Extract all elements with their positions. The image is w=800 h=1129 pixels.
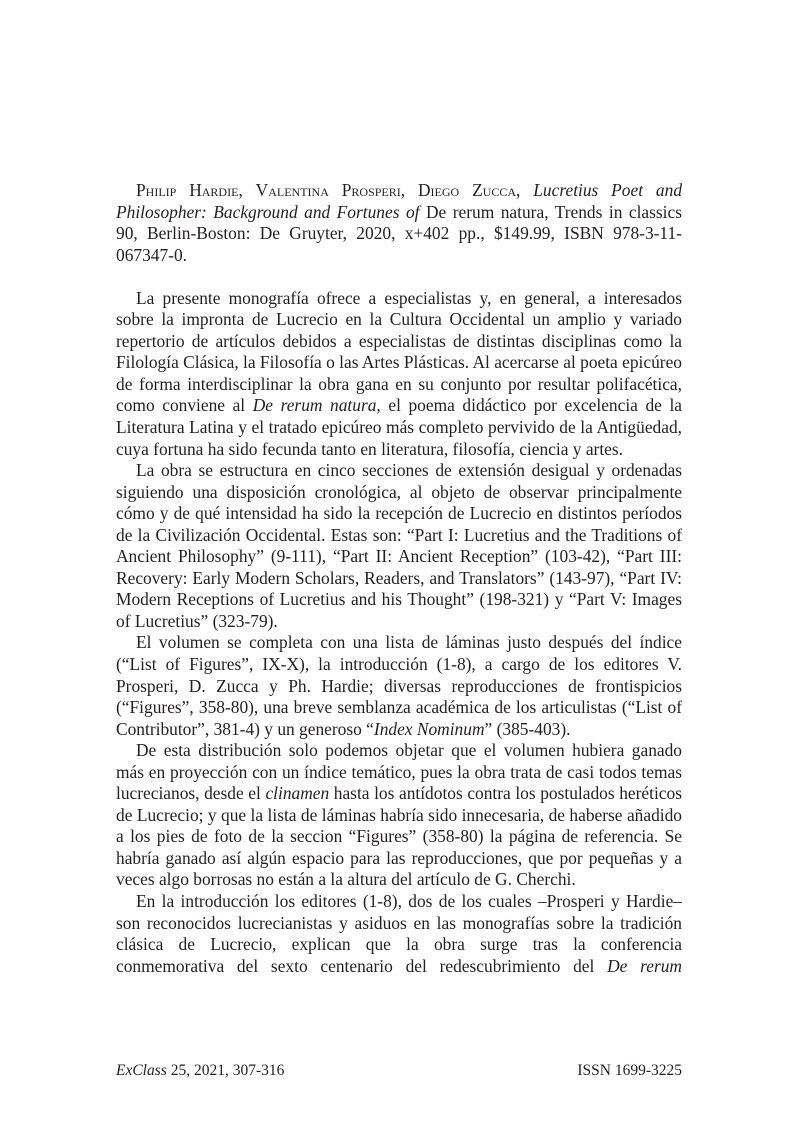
review-page [116,180,682,977]
series: Trends in classics 90 [116,201,682,244]
paragraph-2: La obra se estructura en cinco secciones de extensión desigual y ordenadas siguiendo una disposición cronológica, al objeto de observar principalmente cómo y de qué intensidad ha sido la recepción de Lucrecio en distintos períodos de la Civilización Occidental. Estas son: “Part I: Lucretius and the Traditions of Ancient Philosophy” (9-111), “Part II: Ancient Reception” (103-42), “Part III: Recovery: Early Modern Scholars, Readers, and Translators” (143-97), “Part IV: Modern Receptions of Lucretius and his Thought” (198-321) y “Part V: Images of Lucretius” (323-79). [116,460,682,631]
paragraph-3 [116,632,682,740]
author-3: Diego Zucca [417,180,517,200]
work-title-italic-2: De rerum [607,955,682,976]
paragraph-4-text-a: De esta distribución solo podemos objetar que el volumen hubiera ganado más en proyección con un índice temático, pues la obra trata de casi todos temas lucrecianos, desde el [116,740,682,804]
paragraph-1-text-a: La presente monografía ofrece a especialistas y, en general, a interesados sobre la impronta de Lucrecio en la Cultura Occidental un amplio y variado repertorio de artículos debidos a especialistas de distintas disciplinas como la Filología Clásica, la Filosofía o las Artes Plásticas. Al acercarse al poeta epicúreo de forma interdisciplinar la obra gana en su conjunto por resultar polifacética, como conviene al [116,287,682,416]
paragraph-3-text-a: El volumen se completa con una lista de láminas justo después del índice (“List of Figures”, IX-X), la introducción (1-8), a cargo de los editores V. Prosperi, D. Zucca y Ph. Hardie; diversas reproducciones de frontispicios (“Figures”, 358-80), una breve semblanza académica de los articulistas (“List of Contributor”, 381-4) y un generoso “ [116,632,682,739]
year: 2020 [356,223,392,244]
clinamen-italic: clinamen [265,783,330,804]
paragraph-3-text-b: ” (385-403). [484,718,571,739]
paragraph-1-text-b: , el poema didáctico por excelencia de la Literatura Latina y el tratado epicúreo más completo pervivido de la Antigüedad, cuya fortuna ha sido fecunda tanto en literatura, filosofía, ciencia y artes. [116,395,683,459]
journal-volume: 25, 2021, 307-316 [170,1062,285,1079]
index-nominum-italic: Index Nominum [373,718,485,739]
journal-name: ExClass [116,1062,167,1079]
publisher: Berlin-Boston: De Gruyter [147,223,343,244]
journal-reference [116,1062,284,1080]
paragraph-5-text-a: En la introducción los editores (1-8), dos de los cuales –Prosperi y Hardie– son reconocidos lucrecianistas y asiduos en las monografías sobre la tradición clásica de Lucrecio, explican que la obra surge tras la conferencia conmemorativa del sexto centenario del redescubrimiento del [116,891,682,976]
book-title: Lucretius Poet and Philosopher: Background and Fortunes of [116,180,683,222]
page-footer [116,1062,682,1080]
price: $149.99 [493,223,551,244]
work-title-italic: De rerum natura [252,395,377,416]
isbn: ISBN 978-3-11-067347-0 [116,223,682,265]
paragraph-5 [116,891,682,977]
page-count: x+402 pp. [404,223,481,244]
author-2: Valentina Prosperi [255,180,401,200]
journal-issn: ISSN 1699-3225 [577,1062,682,1079]
book-citation: Philip Hardie, Valentina Prosperi, Diego Zucca, Lucretius Poet and Philosopher: Background and Fortunes of De rerum natura, Trends in classics 90, Berlin-Boston: De Gruyter, 2020, x+402 pp., $149.99, ISBN 978-3-11-067347-0. [116,180,683,265]
paragraph-1 [116,288,682,460]
paragraph-4-text-b: hasta los antídotos contra los postulados heréticos de Lucrecio; y que la lista de láminas habría sido innecesaria, de haberse añadido a los pies de foto de la seccion “Figures” (358-80) la página de referencia. Se habría ganado así algún espacio para las reproducciones, que por pequeñas y a veces algo borrosas no están a la altura del artículo de G. Cherchi. [116,783,682,890]
book-title-work: De rerum natura [425,201,545,222]
author-1: Philip Hardie [136,180,239,200]
paragraph-4 [116,740,682,891]
